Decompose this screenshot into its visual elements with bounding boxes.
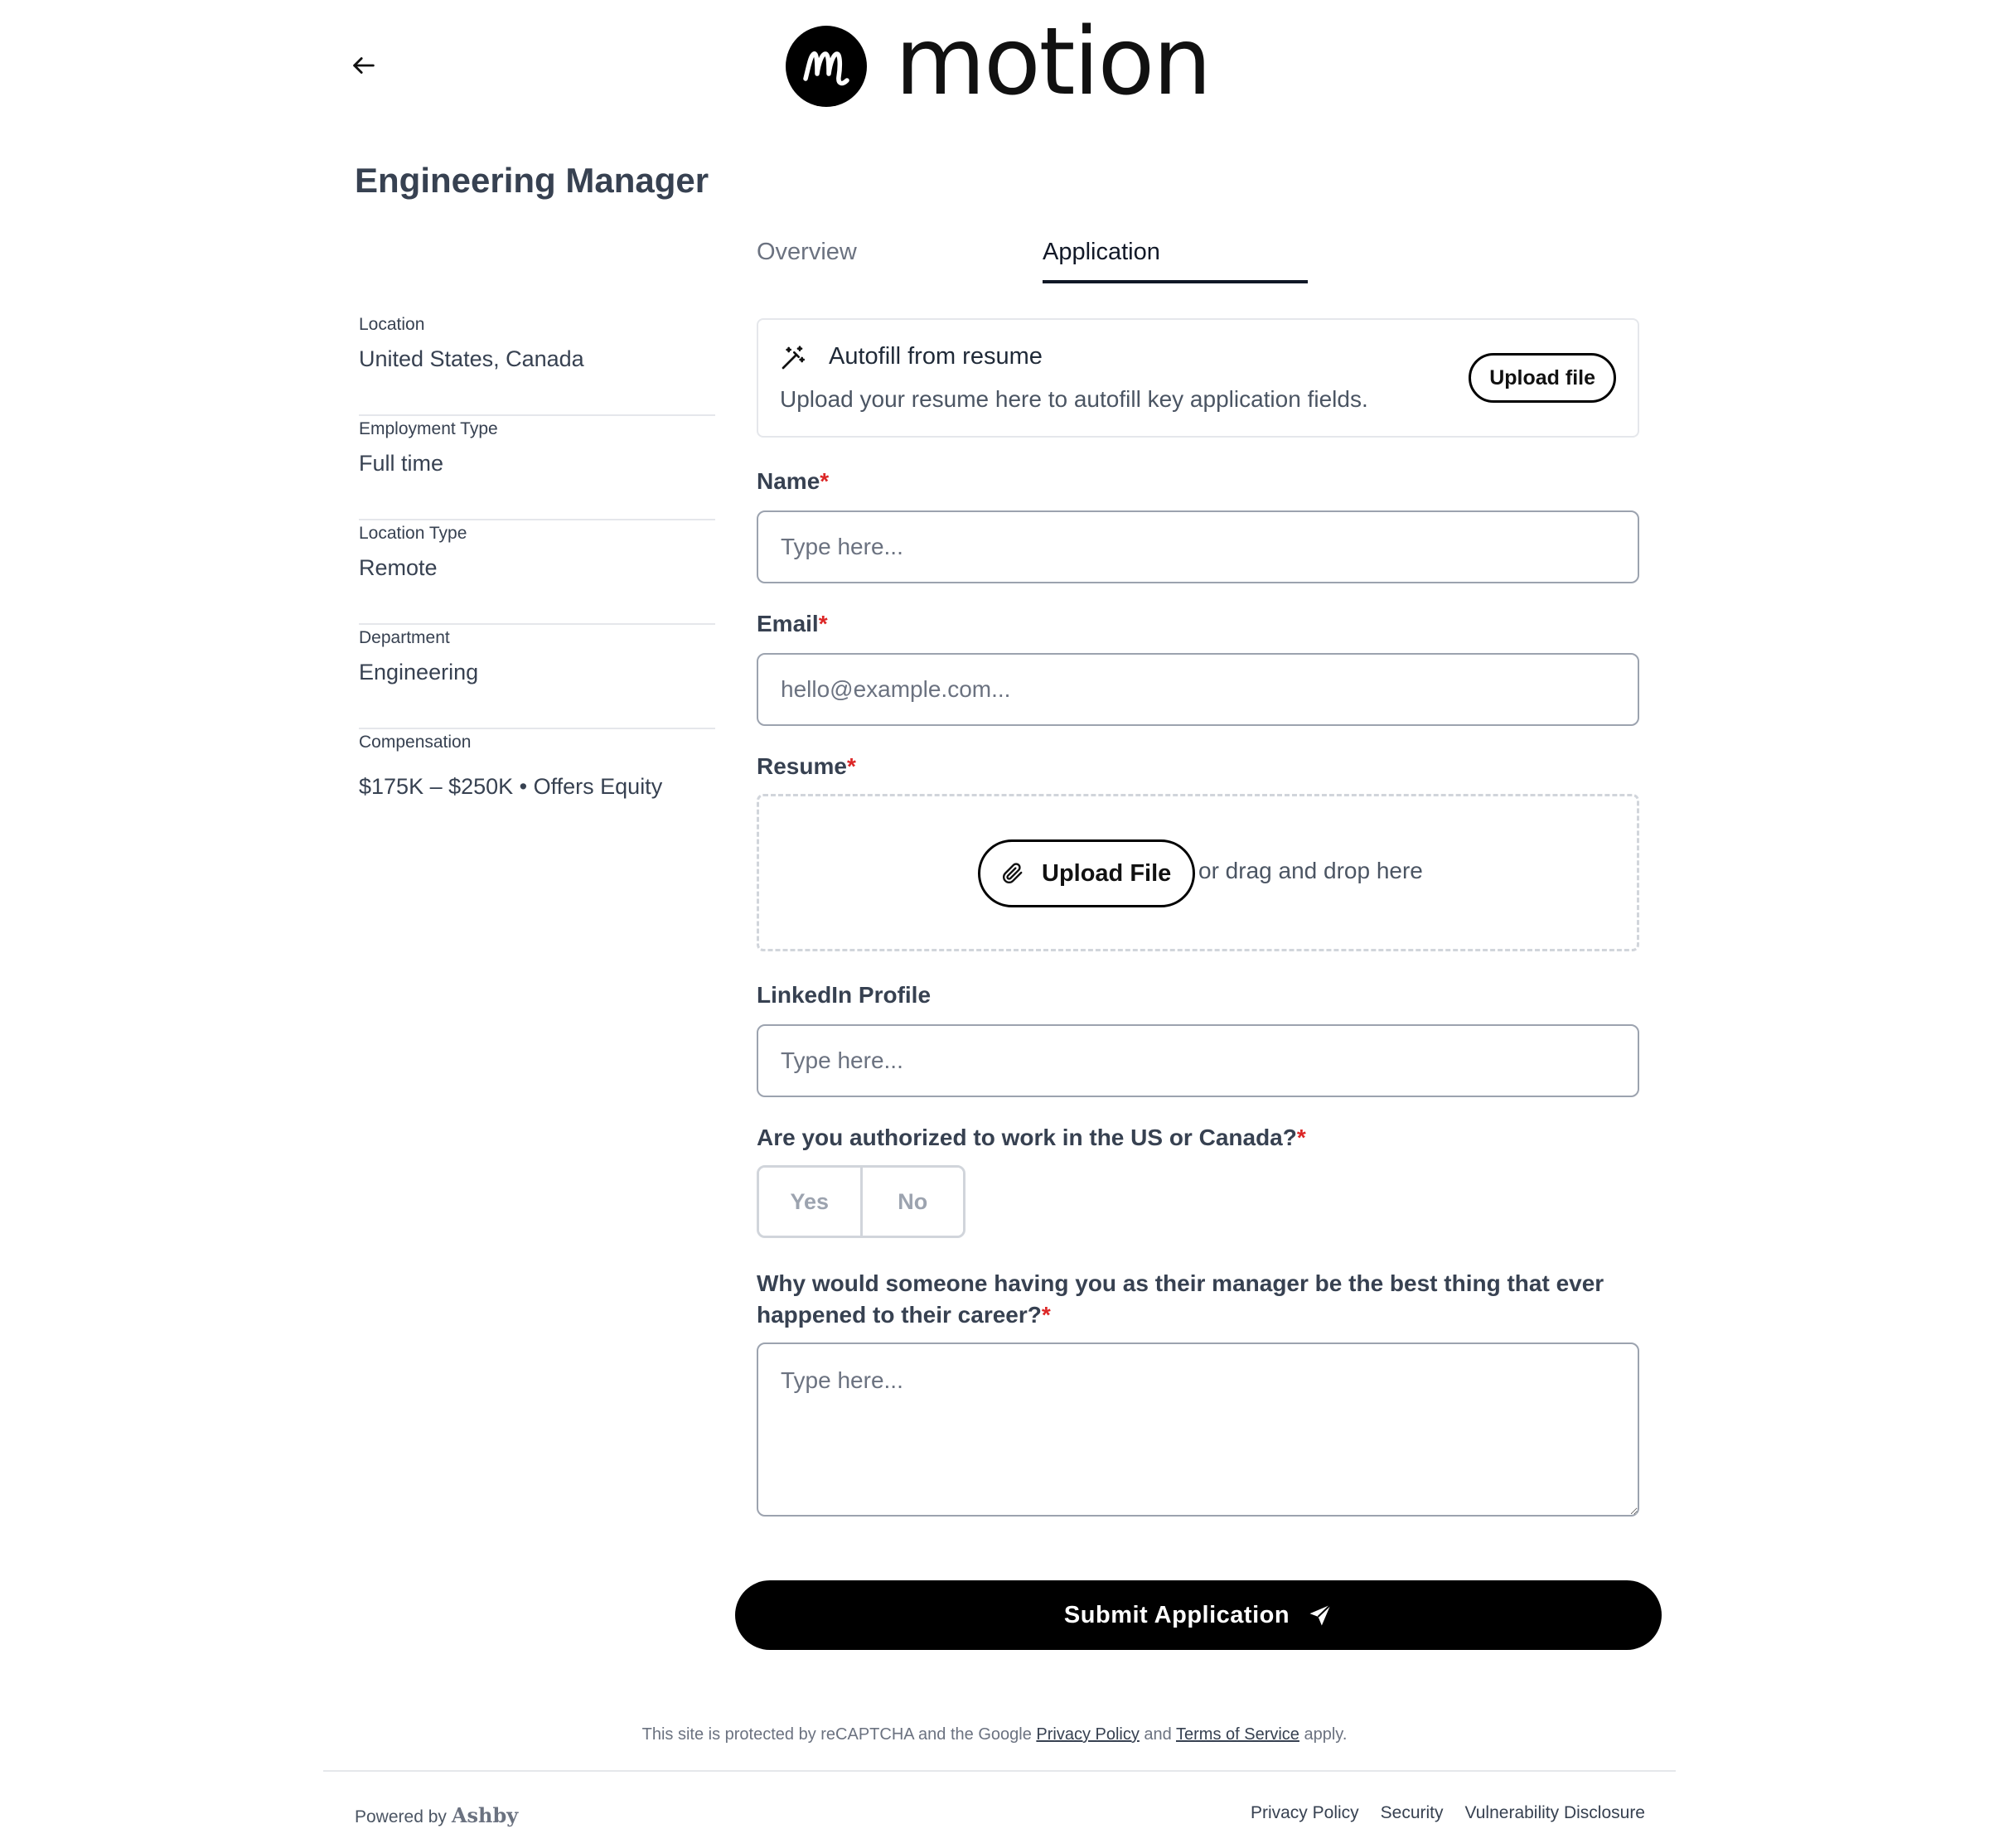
- name-label-text: Name: [757, 468, 820, 494]
- required-asterisk: *: [1041, 1302, 1051, 1328]
- detail-value: United States, Canada: [359, 346, 584, 371]
- autofill-description: Upload your resume here to autofill key application fields.: [780, 386, 1368, 412]
- detail-compensation: [359, 729, 715, 834]
- resume-upload-button[interactable]: [978, 839, 1195, 907]
- detail-value: Full time: [359, 451, 444, 476]
- detail-value: Engineering: [359, 660, 479, 685]
- recaptcha-notice: [0, 1725, 1989, 1744]
- resume-label: [757, 751, 856, 782]
- detail-label: Department: [359, 628, 450, 647]
- job-title: Engineering Manager: [355, 161, 709, 200]
- name-input[interactable]: [757, 510, 1639, 583]
- tab-application[interactable]: Application: [1043, 239, 1160, 265]
- detail-employment-type: [359, 416, 715, 520]
- footer-divider: [323, 1770, 1676, 1772]
- send-icon: [1308, 1603, 1333, 1628]
- resume-label-text: Resume: [757, 753, 847, 779]
- email-label-text: Email: [757, 611, 819, 636]
- recaptcha-prefix: This site is protected by reCAPTCHA and the Google: [641, 1725, 1037, 1744]
- linkedin-label: LinkedIn Profile: [757, 982, 932, 1008]
- required-asterisk: *: [818, 611, 828, 636]
- work-authorization-label: [757, 1122, 1306, 1154]
- required-asterisk: *: [846, 753, 856, 779]
- email-label: [757, 608, 828, 640]
- brand-name: motion: [895, 8, 1211, 116]
- no-button[interactable]: No: [860, 1168, 964, 1236]
- resume-upload-label: Upload File: [1042, 859, 1172, 887]
- recaptcha-and: and: [1139, 1725, 1176, 1744]
- autofill-upload-button[interactable]: Upload file: [1469, 353, 1616, 403]
- yes-button[interactable]: Yes: [759, 1168, 860, 1236]
- detail-value: Remote: [359, 555, 438, 580]
- detail-location-type: [359, 520, 715, 625]
- tab-overview[interactable]: Overview: [757, 239, 857, 265]
- job-details-sidebar: [359, 312, 715, 834]
- magic-wand-icon: [780, 345, 806, 371]
- submit-label: Submit Application: [1063, 1601, 1290, 1628]
- footer-vulnerability-disclosure-link[interactable]: Vulnerability Disclosure: [1464, 1803, 1645, 1822]
- ashby-logo: Ashby: [451, 1803, 519, 1827]
- active-tab-indicator: [1043, 280, 1308, 283]
- resume-dropzone[interactable]: [757, 794, 1639, 951]
- linkedin-input[interactable]: [757, 1024, 1639, 1097]
- manager-answer-textarea[interactable]: [757, 1342, 1639, 1517]
- email-input[interactable]: [757, 653, 1639, 726]
- detail-value: $175K – $250K • Offers Equity: [359, 774, 663, 799]
- recaptcha-privacy-link[interactable]: Privacy Policy: [1036, 1725, 1140, 1744]
- detail-label: Compensation: [359, 733, 472, 752]
- motion-logo-icon: [786, 26, 867, 107]
- powered-by-text: Powered by: [355, 1807, 447, 1826]
- name-label: [757, 466, 829, 497]
- footer-privacy-policy-link[interactable]: Privacy Policy: [1250, 1803, 1359, 1822]
- recaptcha-suffix: apply.: [1299, 1725, 1348, 1744]
- work-authorization-toggle: [757, 1165, 965, 1238]
- powered-by[interactable]: [355, 1803, 518, 1827]
- autofill-panel: [757, 318, 1639, 438]
- manager-question-line2: happened to their career?: [757, 1302, 1042, 1328]
- paperclip-icon: [1002, 863, 1024, 884]
- brand-logo[interactable]: [786, 8, 1211, 116]
- submit-application-button[interactable]: [735, 1580, 1662, 1650]
- footer-security-link[interactable]: Security: [1380, 1803, 1444, 1822]
- required-asterisk: *: [820, 468, 830, 494]
- manager-question-line1: Why would someone having you as their manager be the best thing that ever: [757, 1270, 1604, 1296]
- drag-drop-hint: or drag and drop here: [1198, 858, 1423, 883]
- manager-question-label: [757, 1268, 1604, 1331]
- required-asterisk: *: [1296, 1125, 1306, 1150]
- detail-label: Location: [359, 315, 425, 334]
- tab-bar: [757, 230, 1643, 288]
- recaptcha-terms-link[interactable]: Terms of Service: [1176, 1725, 1299, 1744]
- work-authorization-label-text: Are you authorized to work in the US or Canada?: [757, 1125, 1297, 1150]
- back-arrow-icon[interactable]: [350, 51, 378, 80]
- autofill-title: Autofill from resume: [829, 343, 1043, 370]
- detail-location: [359, 312, 715, 416]
- detail-label: Employment Type: [359, 419, 498, 438]
- detail-label: Location Type: [359, 524, 467, 543]
- footer-links: [1251, 1803, 1645, 1823]
- detail-department: [359, 625, 715, 729]
